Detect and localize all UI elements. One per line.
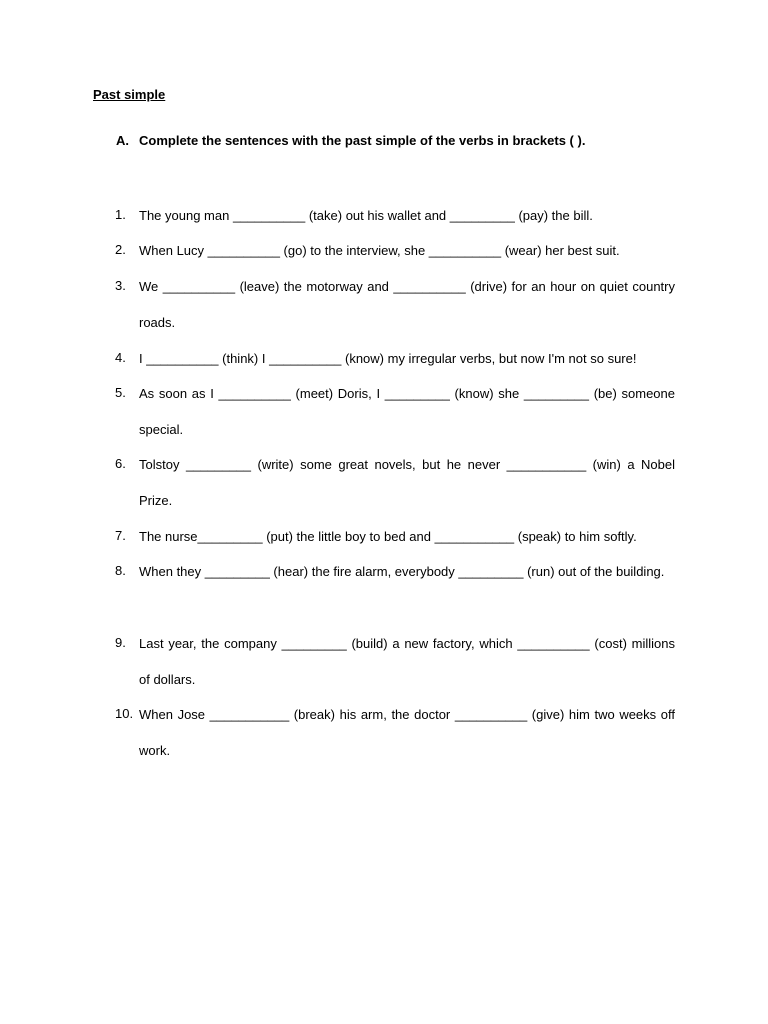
exercise-item (115, 519, 675, 555)
exercise-item (115, 269, 675, 340)
exercise-text: Tolstoy _________ (write) some great novels, but he never ___________ (win) a Nobel Prize. (139, 457, 675, 508)
exercise-item (115, 626, 675, 697)
exercise-item (115, 447, 675, 518)
exercise-text: The young man __________ (take) out his wallet and _________ (pay) the bill. (139, 208, 593, 223)
exercise-item (115, 554, 675, 590)
exercise-number: 9. (115, 635, 126, 650)
exercise-item (115, 198, 675, 234)
exercise-item (115, 341, 675, 377)
instruction-text: Complete the sentences with the past simple of the verbs in brackets ( ). (139, 133, 586, 148)
exercise-text: When Lucy __________ (go) to the interview, she __________ (wear) her best suit. (139, 243, 620, 258)
exercise-number: 4. (115, 350, 126, 365)
exercise-text: We __________ (leave) the motorway and __________ (drive) for an hour on quiet country roads. (139, 279, 675, 330)
exercise-number: 5. (115, 385, 126, 400)
exercise-text: Last year, the company _________ (build) a new factory, which __________ (cost) millions of dollars. (139, 636, 675, 687)
exercise-text: When they _________ (hear) the fire alarm, everybody _________ (run) out of the building. (139, 564, 665, 579)
exercise-text: I __________ (think) I __________ (know) my irregular verbs, but now I'm not so sure! (139, 351, 637, 366)
exercise-number: 6. (115, 456, 126, 471)
exercise-number: 8. (115, 563, 126, 578)
page-title: Past simple (93, 87, 166, 102)
exercise-number: 7. (115, 528, 126, 543)
exercise-number: 2. (115, 242, 126, 257)
exercise-item (115, 233, 675, 269)
exercise-item (115, 376, 675, 447)
exercise-text: When Jose ___________ (break) his arm, the doctor __________ (give) him two weeks off work. (139, 707, 675, 758)
instruction (116, 133, 585, 148)
exercise-text: As soon as I __________ (meet) Doris, I _________ (know) she _________ (be) someone special. (139, 386, 675, 437)
exercise-item (115, 697, 675, 768)
exercise-number: 1. (115, 207, 126, 222)
instruction-letter: A. (116, 133, 129, 148)
exercise-text: The nurse_________ (put) the little boy to bed and ___________ (speak) to him softly. (139, 529, 637, 544)
exercise-number: 10. (115, 706, 134, 721)
exercise-number: 3. (115, 278, 126, 293)
